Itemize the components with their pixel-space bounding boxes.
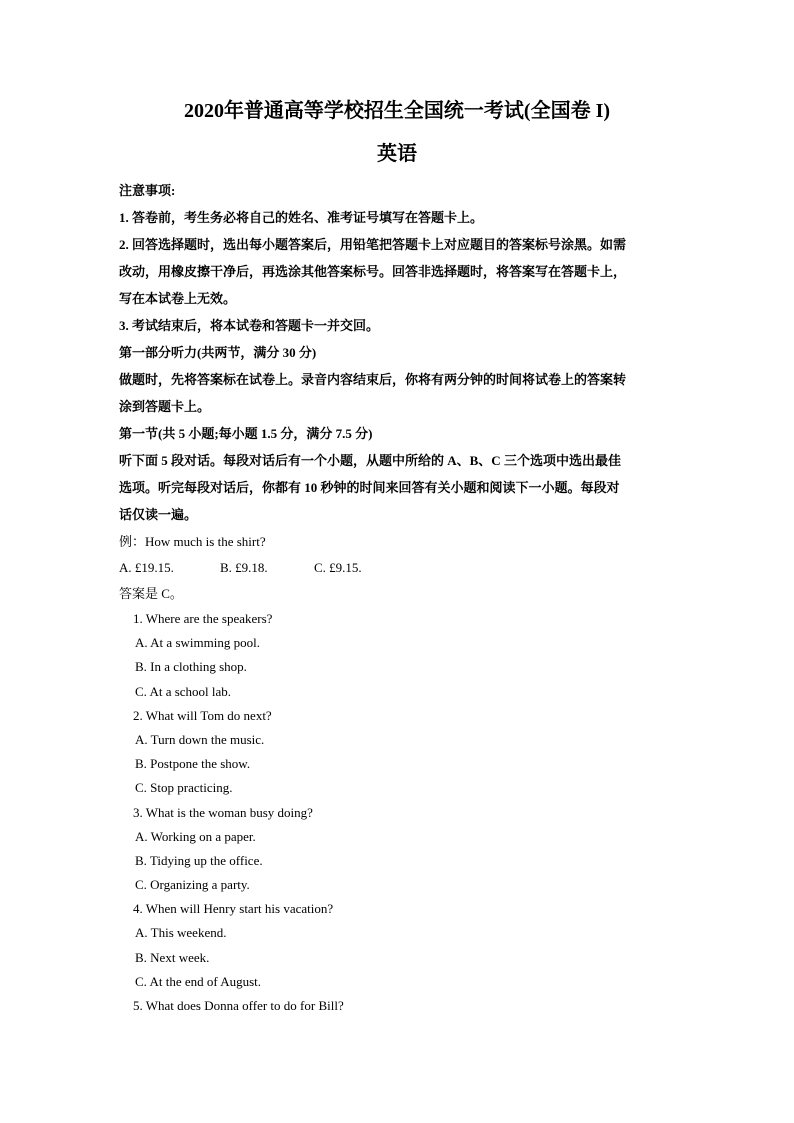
- question-4-option-b: B. Next week.: [135, 949, 210, 965]
- part1-intro-line: 做题时，先将答案标在试卷上。录音内容结束后，你将有两分钟的时间将试卷上的答案转: [119, 372, 627, 387]
- part1-intro-line: 涂到答题卡上。: [119, 399, 211, 414]
- example-answer: 答案是 C。: [119, 586, 183, 601]
- example-option-c: C. £9.15.: [314, 560, 362, 575]
- question-1-option-b: B. In a clothing shop.: [135, 659, 247, 675]
- question-3-option-a: A. Working on a paper.: [135, 828, 256, 844]
- part1-heading: 第一部分听力(共两节，满分 30 分): [119, 345, 317, 360]
- instruction-line: 写在本试卷上无效。: [119, 291, 237, 306]
- question-4-option-c: C. At the end of August.: [135, 973, 262, 989]
- question-4: 4. When will Henry start his vacation?: [133, 901, 334, 917]
- instruction-line: 1. 答卷前，考生务必将自己的姓名、准考证号填写在答题卡上。: [119, 210, 484, 225]
- question-2-option-c: C. Stop practicing.: [135, 780, 233, 796]
- question-3-option-b: B. Tidying up the office.: [135, 852, 263, 868]
- section1-heading: 第一节(共 5 小题;每小题 1.5 分，满分 7.5 分): [119, 426, 373, 441]
- example-question: 例：How much is the shirt?: [119, 534, 266, 549]
- question-1: 1. Where are the speakers?: [133, 611, 273, 626]
- instruction-line: 3. 考试结束后，将本试卷和答题卡一并交回。: [119, 318, 380, 333]
- instruction-line: 2. 回答选择题时，选出每小题答案后，用铅笔把答题卡上对应题目的答案标号涂黑。如需: [119, 237, 627, 252]
- instructions-section: [119, 177, 679, 607]
- section1-line: 选项。听完每段对话后，你都有 10 秒钟的时间来回答有关小题和阅读下一小题。每段对: [119, 480, 620, 495]
- section1-line: 话仅读一遍。: [119, 507, 198, 522]
- question-1-option-a: A. At a swimming pool.: [135, 635, 260, 651]
- question-4-option-a: A. This weekend.: [135, 925, 227, 941]
- example-option-a: A. £19.15.: [119, 560, 174, 575]
- question-3-option-c: C. Organizing a party.: [135, 877, 250, 893]
- exam-subject: 英语: [377, 143, 417, 165]
- instructions-heading: 注意事项:: [119, 183, 176, 198]
- example-option-b: B. £9.18.: [220, 560, 268, 575]
- example-options: [119, 555, 679, 580]
- section1-line: 听下面 5 段对话。每段对话后有一个小题，从题中所给的 A、B、C 三个选项中选出最佳: [119, 453, 621, 468]
- question-2-option-a: A. Turn down the music.: [135, 731, 265, 747]
- question-5: 5. What does Donna offer to do for Bill?: [133, 998, 344, 1013]
- questions-list: [119, 607, 679, 1018]
- question-1-option-c: C. At a school lab.: [135, 683, 232, 699]
- question-2: 2. What will Tom do next?: [133, 707, 272, 723]
- instruction-line: 改动，用橡皮擦干净后，再选涂其他答案标号。回答非选择题时，将答案写在答题卡上，: [119, 264, 627, 279]
- question-2-option-b: B. Postpone the show.: [135, 756, 251, 772]
- question-3: 3. What is the woman busy doing?: [133, 804, 313, 820]
- exam-title: 2020年普通高等学校招生全国统一考试(全国卷 I): [183, 100, 611, 122]
